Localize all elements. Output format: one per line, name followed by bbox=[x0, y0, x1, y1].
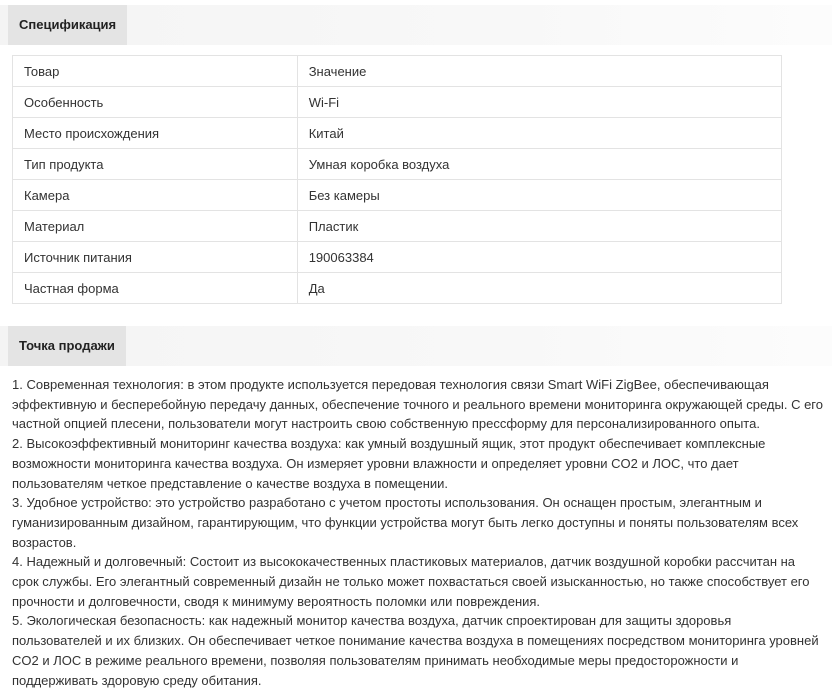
table-row bbox=[13, 273, 782, 304]
spec-value-cell: Значение bbox=[297, 56, 781, 87]
spec-section-header bbox=[0, 5, 832, 45]
spec-value-cell: Пластик bbox=[297, 211, 781, 242]
selling-points bbox=[12, 375, 824, 690]
table-row bbox=[13, 242, 782, 273]
spec-key-cell: Тип продукта bbox=[13, 149, 298, 180]
spec-key-cell: Особенность bbox=[13, 87, 298, 118]
selling-point: 4. Надежный и долговечный: Состоит из высококачественных пластиковых материалов, датчик воздушной коробки рассчитан на срок службы. Его элегантный современный дизайн не только может похвастаться своей изысканностью, но также способствует его прочности и долговечности, сводя к минимуму вероятность поломки или повреждения. bbox=[12, 554, 810, 609]
spec-key-cell: Источник питания bbox=[13, 242, 298, 273]
spec-key-cell: Место происхождения bbox=[13, 118, 298, 149]
spec-value-cell: Wi-Fi bbox=[297, 87, 781, 118]
selling-section-header bbox=[0, 326, 832, 366]
spec-section-title: Спецификация bbox=[8, 5, 127, 45]
selling-point: 5. Экологическая безопасность: как надежный монитор качества воздуха, датчик спроектирован для защиты здоровья пользователей и их близких. Он обеспечивает четкое понимание качества воздуха в помещениях посредством мониторинга уровней CO2 и ЛОС в режиме реального времени, позволяя пользователям принимать необходимые меры предосторожности и поддерживать здоровую среду обитания. bbox=[12, 613, 819, 688]
table-row bbox=[13, 87, 782, 118]
table-row bbox=[13, 149, 782, 180]
table-row bbox=[13, 211, 782, 242]
spec-value-cell: Умная коробка воздуха bbox=[297, 149, 781, 180]
spec-value-cell: 190063384 bbox=[297, 242, 781, 273]
spec-value-cell: Китай bbox=[297, 118, 781, 149]
spec-key-cell: Камера bbox=[13, 180, 298, 211]
table-row bbox=[13, 180, 782, 211]
table-row bbox=[13, 56, 782, 87]
selling-point: 3. Удобное устройство: это устройство разработано с учетом простоты использования. Он оснащен простым, элегантным и гуманизированным дизайном, гарантирующим, что функции устройства могут быть легко доступны и поняты пользователям всех возрастов. bbox=[12, 495, 799, 550]
spec-key-cell: Товар bbox=[13, 56, 298, 87]
selling-point: 1. Современная технология: в этом продукте используется передовая технология связи Smart WiFi ZigBee, обеспечивающая эффективную и бесперебойную передачу данных, обеспечение точного и реального времени мониторинга окружающей среды. С его частной опцией плесени, пользователи могут настроить свою собственную прессформу для персонализированного опыта. bbox=[12, 377, 823, 432]
spec-table bbox=[12, 55, 782, 304]
spec-key-cell: Материал bbox=[13, 211, 298, 242]
spec-value-cell: Без камеры bbox=[297, 180, 781, 211]
selling-point: 2. Высокоэффективный мониторинг качества воздуха: как умный воздушный ящик, этот продукт обеспечивает комплексные возможности мониторинга качества воздуха. Он измеряет уровни влажности и определяет уровни CO2 и ЛОС, что дает пользователям четкое представление о качестве воздуха в помещении. bbox=[12, 436, 766, 491]
spec-value-cell: Да bbox=[297, 273, 781, 304]
selling-section-title: Точка продажи bbox=[8, 326, 126, 366]
spec-key-cell: Частная форма bbox=[13, 273, 298, 304]
table-row bbox=[13, 118, 782, 149]
